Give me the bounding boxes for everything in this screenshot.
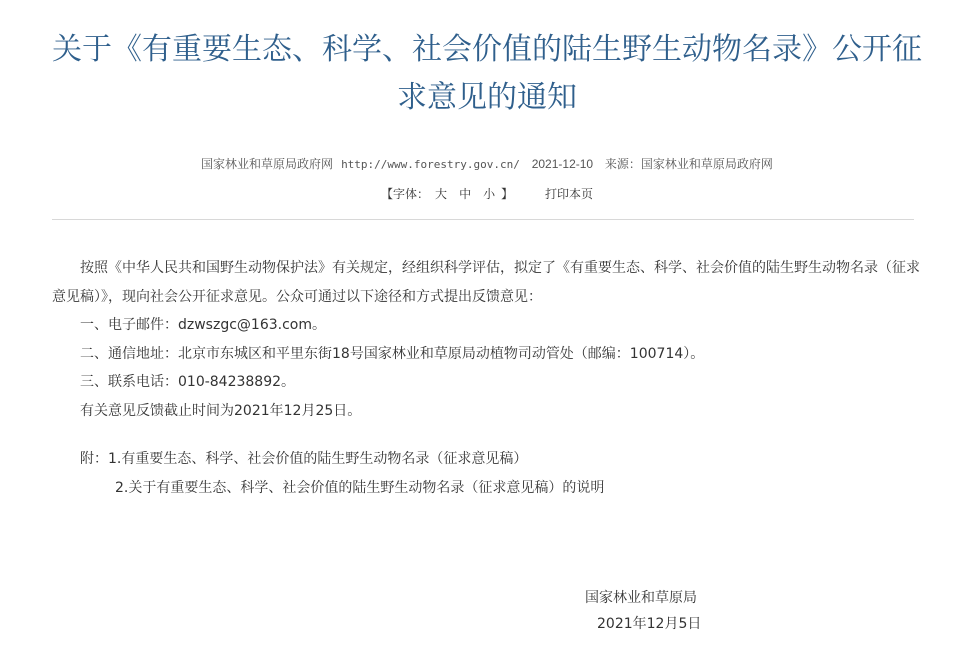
attachment-link-2[interactable]: 2.关于有重要生态、科学、社会价值的陆生野生动物名录（征求意见稿）的说明 xyxy=(115,479,605,496)
print-button[interactable]: 打印本页 xyxy=(544,187,593,201)
address-line: 二、通信地址：北京市东城区和平里东街18号国家林业和草原局动植物司动管处（邮编：100714）。 xyxy=(80,345,705,362)
font-size-control xyxy=(381,187,513,201)
font-size-label: 【字体： xyxy=(381,187,430,201)
meta-url[interactable]: http://www.forestry.gov.cn/ xyxy=(341,158,520,171)
article-body xyxy=(52,254,920,502)
meta-date: 2021-12-10 xyxy=(531,157,594,171)
font-medium-button[interactable]: 中 xyxy=(459,187,472,201)
divider xyxy=(52,219,914,220)
intro-paragraph: 按照《中华人民共和国野生动物保护法》有关规定，经组织科学评估，拟定了《有重要生态、科学、社会价值的陆生野生动物名录（征求意见稿）》，现向社会公开征求意见。公众可通过以下途径和方式提出反馈意见： xyxy=(52,260,920,305)
font-size-bracket: 】 xyxy=(501,187,514,201)
signature-date: 2021年12月5日 xyxy=(597,616,702,632)
deadline-line: 有关意见反馈截止时间为2021年12月25日。 xyxy=(80,402,362,419)
phone-line: 三、联系电话：010-84238892。 xyxy=(80,374,296,390)
font-small-button[interactable]: 小 xyxy=(483,187,496,201)
meta-source: 来源：国家林业和草原局政府网 xyxy=(604,157,773,171)
meta-site: 国家林业和草原局政府网 xyxy=(201,157,334,171)
signature-block xyxy=(585,585,785,637)
article-tools xyxy=(0,186,974,202)
article-meta xyxy=(0,156,974,173)
signature-org: 国家林业和草原局 xyxy=(585,590,697,606)
article-title: 关于《有重要生态、科学、社会价值的陆生野生动物名录》公开征求意见的通知 xyxy=(52,32,922,115)
email-line: 一、电子邮件：dzwszgc@163.com。 xyxy=(80,317,326,333)
font-large-button[interactable]: 大 xyxy=(435,187,448,201)
attachment-link-1[interactable]: 附：1.有重要生态、科学、社会价值的陆生野生动物名录（征求意见稿） xyxy=(80,451,528,467)
